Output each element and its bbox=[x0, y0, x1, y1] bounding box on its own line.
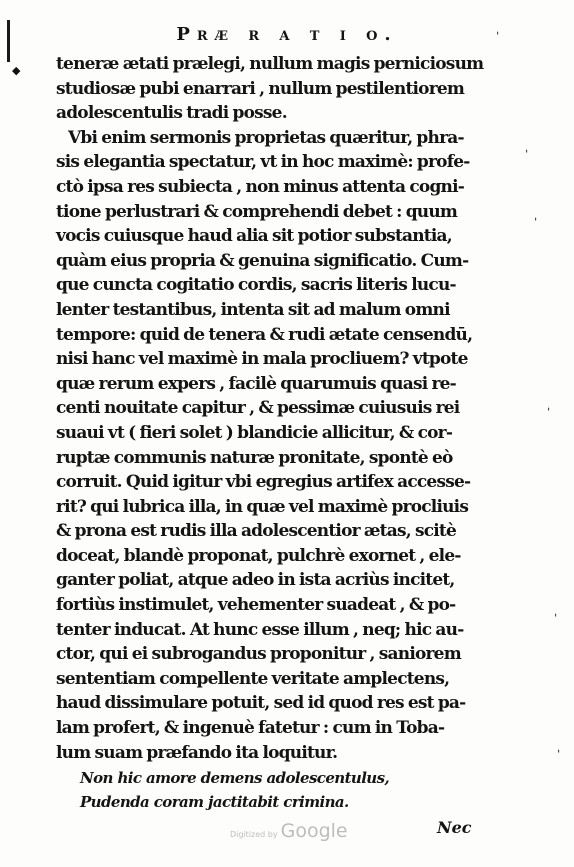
body-text bbox=[56, 52, 484, 765]
text-line: centi nouitate capitur , & pessimæ cuiusuis rei bbox=[56, 398, 460, 419]
running-header: Præ r a t i o. bbox=[176, 24, 398, 45]
text-line: tenter inducat. At hunc esse illum , neq; hic au- bbox=[56, 619, 464, 640]
verse-line: Non hic amore demens adolescentulus, bbox=[80, 769, 390, 787]
text-line: sententiam compellente veritate amplectens, bbox=[56, 668, 450, 689]
text-line: ruptæ communis naturæ pronitate, spontè eò bbox=[56, 447, 453, 468]
text-line: lam profert, & ingenuè fatetur : cum in Toba- bbox=[56, 718, 445, 739]
margin-tick-mark: ˈ bbox=[557, 748, 561, 762]
text-line: tione perlustrari & comprehendi debet : quum bbox=[56, 201, 458, 222]
text-line: ctor, qui ei subrogandus proponitur , saniorem bbox=[56, 644, 461, 665]
text-line: ctò ipsa res subiecta , non minus attenta cogni- bbox=[56, 176, 465, 197]
text-line: rit? qui lubrica illa, in quæ vel maximè procliuis bbox=[56, 496, 469, 517]
catchword: Nec bbox=[437, 818, 472, 837]
text-line: sis elegantia spectatur, vt in hoc maximè: profe- bbox=[56, 152, 470, 173]
margin-tick-mark: ˈ bbox=[525, 148, 529, 162]
text-line: suaui vt ( fieri solet ) blandicie allicitur, & cor- bbox=[56, 422, 453, 443]
text-line: adolescentulis tradi posse. bbox=[56, 103, 287, 124]
text-line: fortiùs instimulet, vehementer suadeat , & po- bbox=[56, 595, 456, 616]
margin-bullet-mark: ◆ bbox=[12, 64, 21, 77]
margin-tick-mark: ˈ bbox=[534, 216, 538, 230]
text-line: tempore: quid de tenera & rudi ætate censendū, bbox=[56, 324, 473, 345]
watermark-prefix: Digitized by bbox=[230, 830, 278, 839]
text-line: vocis cuiusque haud alia sit potior substantia, bbox=[56, 226, 452, 247]
text-line: studiosæ pubi enarrari , nullum pestilentiorem bbox=[56, 78, 465, 99]
text-line: Vbi enim sermonis proprietas quæritur, phra- bbox=[68, 127, 464, 148]
text-line: que cuncta cogitatio cordis, sacris literis lucu- bbox=[56, 275, 456, 296]
text-line: corruit. Quid igitur vbi egregius artifex accesse- bbox=[56, 472, 471, 493]
margin-tick-mark: ˈ bbox=[547, 406, 551, 420]
text-line: & prona est rudis illa adolescentior ætas, scitè bbox=[56, 521, 456, 542]
text-line: haud dissimulare potuit, sed id quod res est pa- bbox=[56, 693, 466, 714]
text-line: doceat, blandè proponat, pulchrè exornet , ele- bbox=[56, 545, 461, 566]
text-line: ganter poliat, atque adeo in ista acriùs incitet, bbox=[56, 570, 455, 591]
margin-tick-mark: ˈ bbox=[554, 612, 558, 626]
text-line: lum suam præfando ita loquitur. bbox=[56, 742, 338, 763]
margin-tick-mark: ˈ bbox=[496, 30, 500, 44]
text-line: lenter testantibus, intenta sit ad malum omni bbox=[56, 299, 450, 320]
watermark-brand: Google bbox=[280, 820, 348, 842]
text-line: quàm eius propria & genuina significatio. Cum- bbox=[56, 250, 469, 271]
verse-quotation bbox=[62, 766, 389, 814]
digitized-watermark bbox=[230, 820, 348, 842]
text-line: quæ rerum expers , facilè quarumuis quasi re- bbox=[56, 373, 456, 394]
text-line: teneræ ætati prælegi, nullum magis perniciosum bbox=[56, 54, 484, 74]
text-line: nisi hanc vel maximè in mala procliuem? vtpote bbox=[56, 349, 468, 370]
verse-line: Pudenda coram jactitabit crimina. bbox=[80, 793, 349, 811]
